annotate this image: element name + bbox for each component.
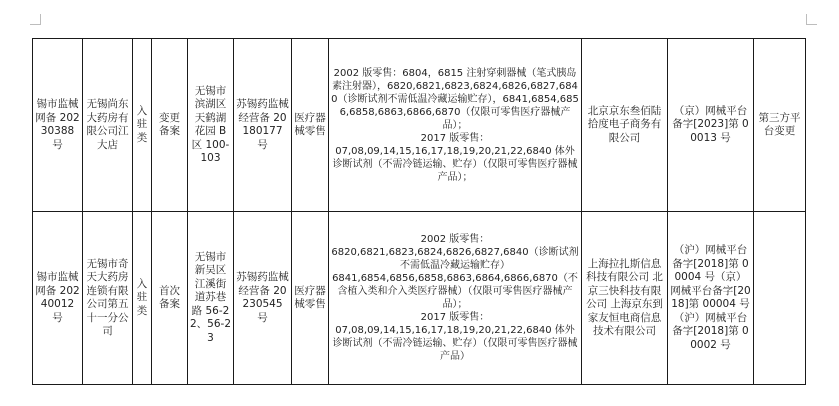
page-corner-mark (806, 14, 817, 25)
business-category: 医疗器械零售 (292, 39, 329, 212)
record-type: 变更备案 (152, 39, 188, 212)
record-number: 锡市监械网备 20230388 号 (33, 39, 83, 212)
license-number: 苏锡药监械经营备 20230545 号 (234, 212, 292, 385)
record-table (32, 38, 806, 385)
address: 无锡市滨湖区天鹤湖花园 B 区 100-103 (188, 39, 234, 212)
record-number: 锡市监械网备 20240012 号 (33, 212, 83, 385)
remark: 第三方平台变更 (754, 39, 806, 212)
scope-line: 07,08,09,14,15,16,17,18,19,20,21,22,6840 体外诊断试剂（不需冷链运输、贮存）（仅限可零售医疗器械产品） (332, 325, 578, 362)
business-scope (329, 39, 582, 212)
business-category: 医疗器械零售 (292, 212, 329, 385)
platform-type: 入驻类 (133, 212, 152, 385)
record-type: 首次备案 (152, 212, 188, 385)
company-name: 无锡尚东大药房有限公司江大店 (83, 39, 133, 212)
platform-record: （沪）网械平台备字[2018]第 00004 号（京）网械平台备字[2018]第 00004 号（沪）网械平台备字[2018]第 00002 号 (668, 212, 754, 385)
license-number: 苏锡药监械经营备 20180177 号 (234, 39, 292, 212)
scope-line: 2002 版零售： (420, 234, 490, 245)
scope-line: 6841,6854,6856,6858,6863,6864,6866,6870（不含植入类和介入类医疗器械）（仅限可零售医疗器械产品）； (332, 273, 578, 310)
platform-company: 上海拉扎斯信息科技有限公司 北京三快科技有限公司 上海京东到家友恒电商信息技术有限公司 (582, 212, 668, 385)
platform-type: 入驻类 (133, 39, 152, 212)
scope-line: 6820,6821,6823,6824,6826,6827,6840（诊断试剂不需低温冷藏运输贮存） (331, 247, 579, 271)
table-row (33, 212, 806, 385)
scope-line: 07,08,09,14,15,16,17,18,19,20,21,22,6840 体外诊断试剂（不需冷链运输、贮存）（仅限可零售医疗器械产品）； (332, 145, 578, 183)
platform-company: 北京京东叁佰陆拾度电子商务有限公司 (582, 39, 668, 212)
business-scope (329, 212, 582, 385)
page-corner-mark (30, 14, 41, 25)
scope-line: 2017 版零售： (420, 132, 490, 144)
company-name: 无锡市奇天大药房连锁有限公司第五十一分公司 (83, 212, 133, 385)
scope-line: 2002 版零售：6804，6815 注射穿刺器械（笔式胰岛素注射器），6820,6821,6823,6824,6826,6827,6840（诊断试剂不需低温冷藏运输贮存），6841,6854,6856,6858,6863,6866,6870（仅限可零售医疗器械产品）； (331, 67, 579, 131)
platform-record: （京）网械平台备字[2023]第 00013 号 (668, 39, 754, 212)
table-row (33, 39, 806, 212)
remark (754, 212, 806, 385)
scope-line: 2017 版零售： (420, 312, 490, 323)
address: 无锡市新吴区江溪街道苏巷路 56-22、56-23 (188, 212, 234, 385)
